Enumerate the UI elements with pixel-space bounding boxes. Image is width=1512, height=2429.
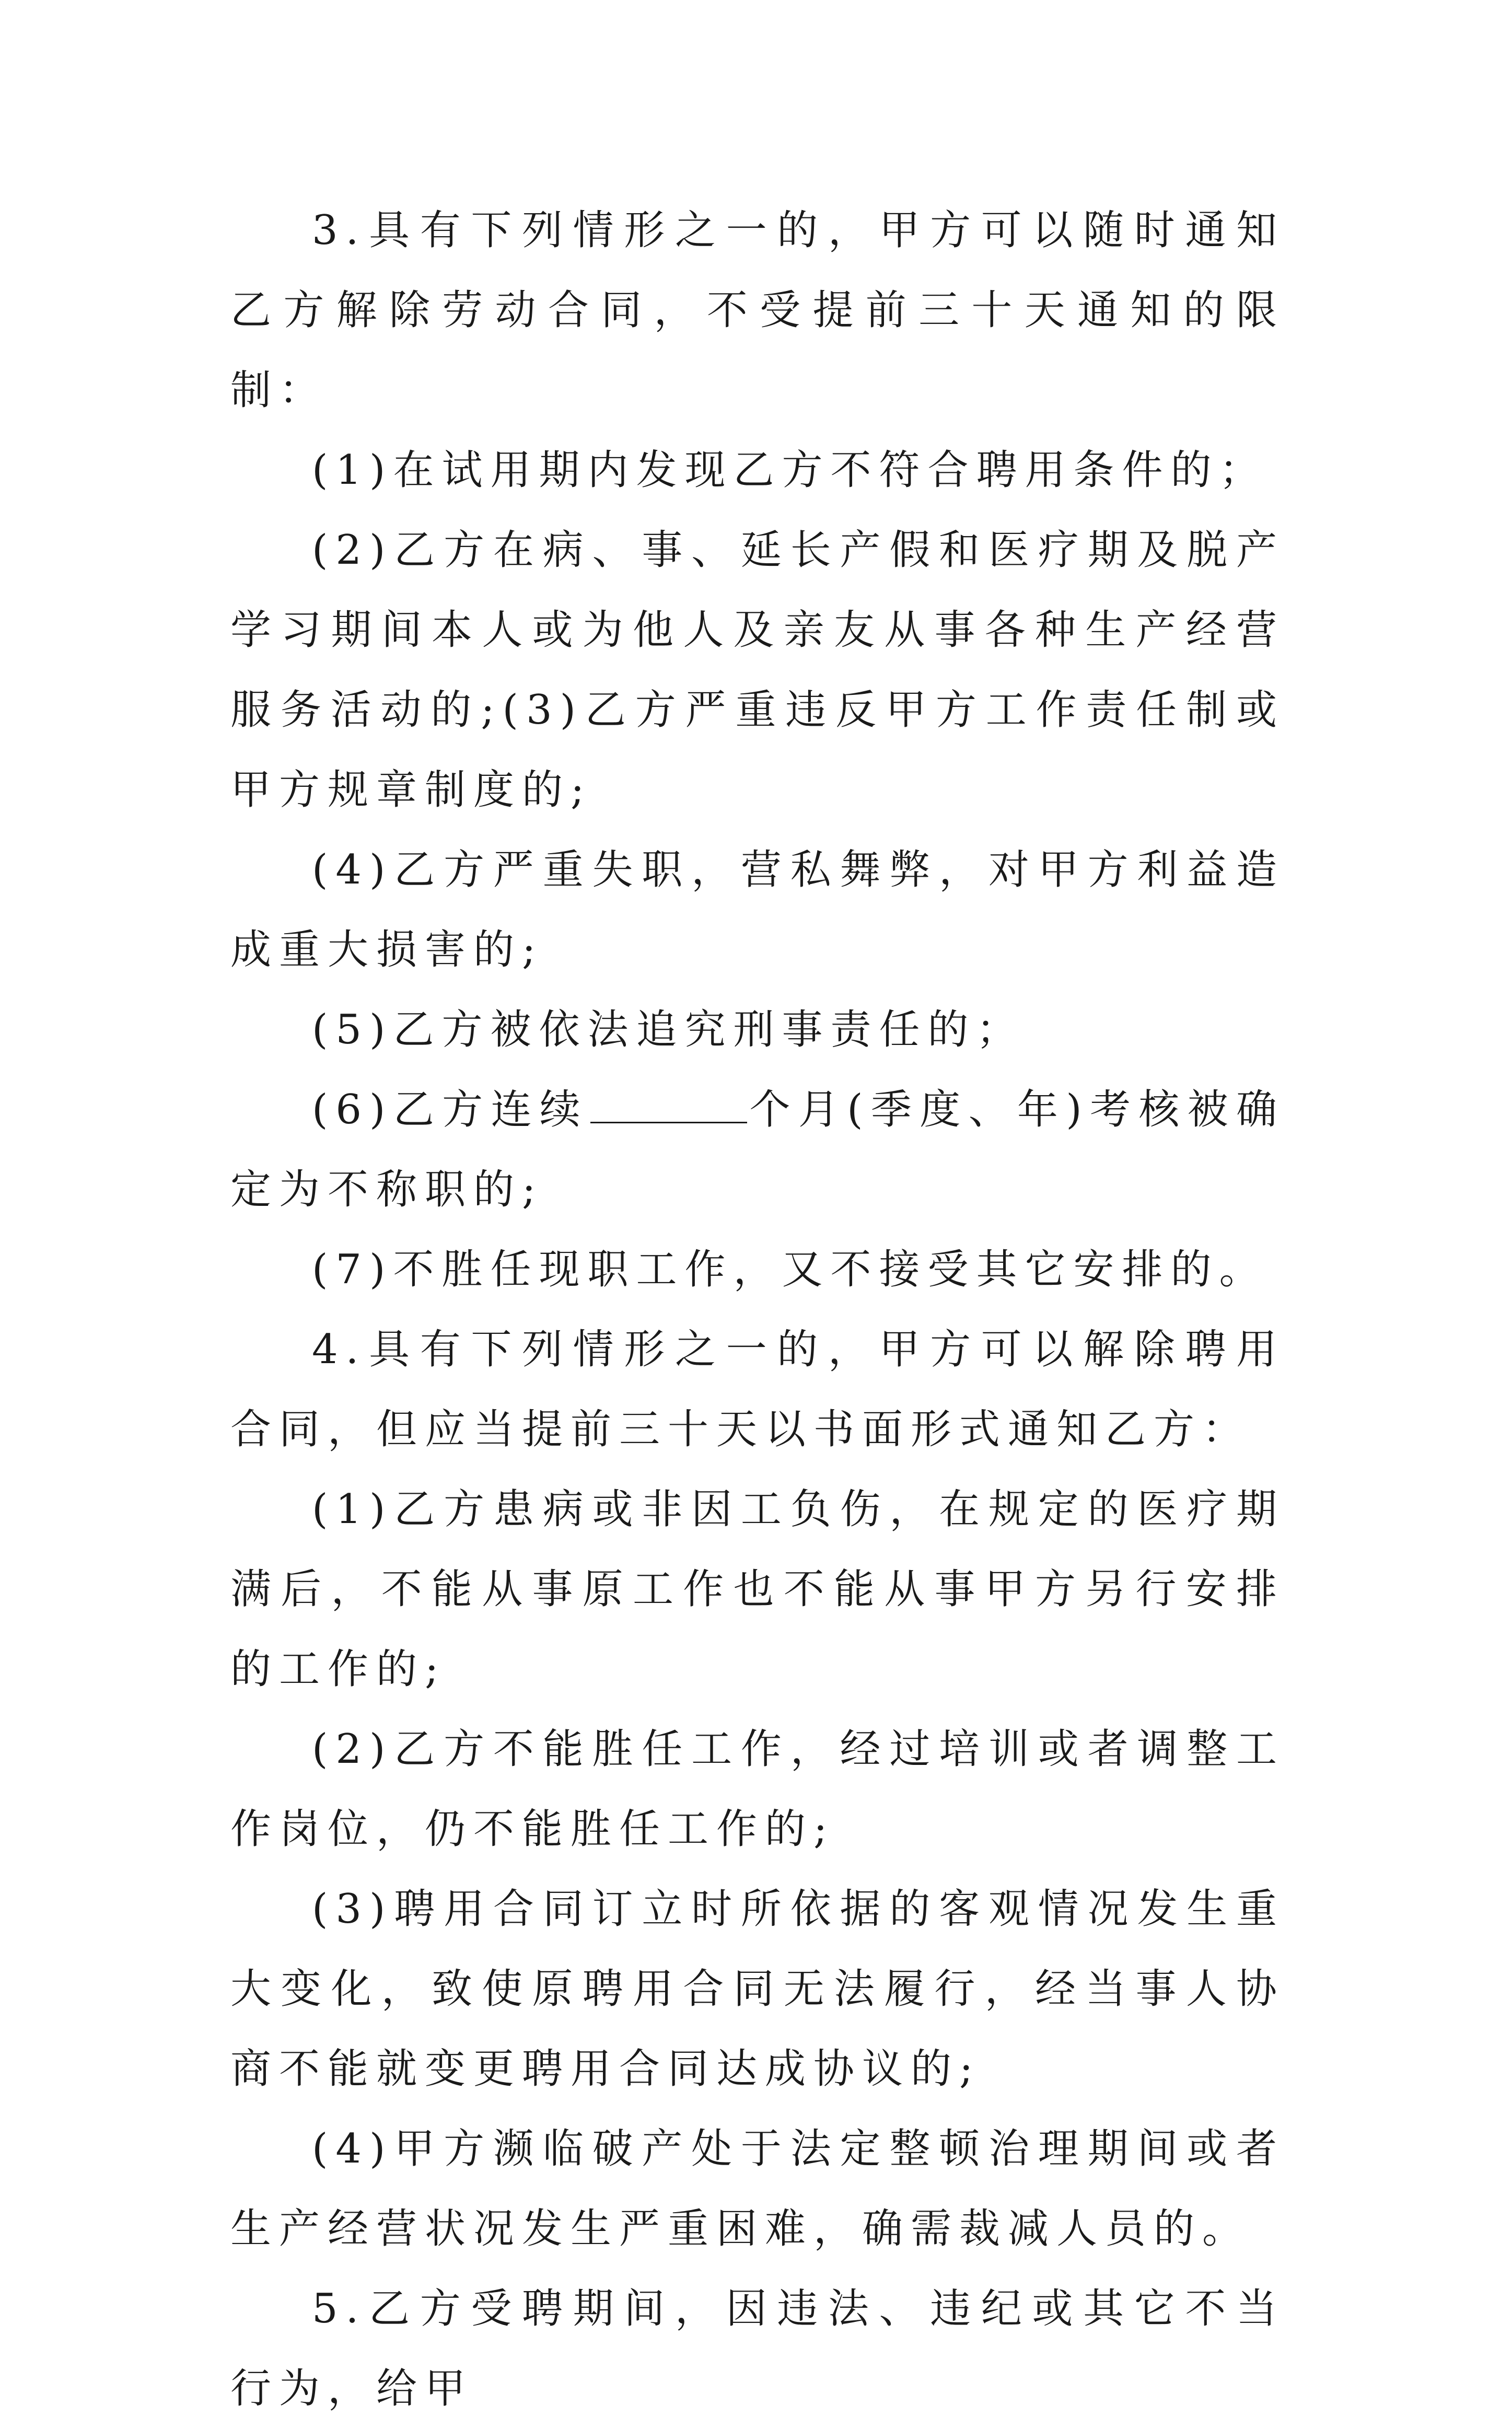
- document-body: [230, 191, 1285, 2429]
- clause-4-intro: 4.具有下列情形之一的，甲方可以解除聘用合同，但应当提前三十天以书面形式通知乙方：: [230, 1326, 1285, 1453]
- clause-3-item-4: (4)乙方严重失职，营私舞弊，对甲方利益造成重大损害的;: [230, 846, 1285, 973]
- clause-3-item-1: (1)在试用期内发现乙方不符合聘用条件的；: [312, 447, 1268, 494]
- clause-4-item-1: (1)乙方患病或非因工负伤，在规定的医疗期满后，不能从事原工作也不能从事甲方另行安排的工作的;: [230, 1486, 1285, 1693]
- clause-5-intro: 5.乙方受聘期间，因违法、违纪或其它不当行为，给甲: [230, 2285, 1285, 2412]
- clause-3-item-2-3: (2)乙方在病、事、延长产假和医疗期及脱产学习期间本人或为他人及亲友从事各种生产经营服务活动的;(3)乙方严重违反甲方工作责任制或甲方规章制度的;: [230, 527, 1285, 813]
- clause-3-item-6-after: 个月(季度、年)考核被确定为不称职的;: [230, 1086, 1285, 1213]
- clause-3-item-6: [230, 1070, 1285, 1230]
- clause-4-item-4: (4)甲方濒临破产处于法定整顿治理期间或者生产经营状况发生严重困难，确需裁减人员的。: [230, 2125, 1285, 2252]
- clause-3-item-6-before: (6)乙方连续: [312, 1086, 589, 1133]
- clause-3-item-7: (7)不胜任现职工作，又不接受其它安排的。: [312, 1246, 1268, 1293]
- clause-3-item-5: (5)乙方被依法追究刑事责任的；: [312, 1006, 1025, 1053]
- clause-4-item-2: (2)乙方不能胜任工作，经过培训或者调整工作岗位，仍不能胜任工作的;: [230, 1726, 1285, 1853]
- clause-4-item-3: (3)聘用合同订立时所依据的客观情况发生重大变化，致使原聘用合同无法履行，经当事人协商不能就变更聘用合同达成协议的;: [230, 1886, 1285, 2093]
- clause-3-intro: 3.具有下列情形之一的，甲方可以随时通知乙方解除劳动合同，不受提前三十天通知的限制：: [230, 207, 1285, 414]
- fill-in-blank[interactable]: [590, 1088, 747, 1123]
